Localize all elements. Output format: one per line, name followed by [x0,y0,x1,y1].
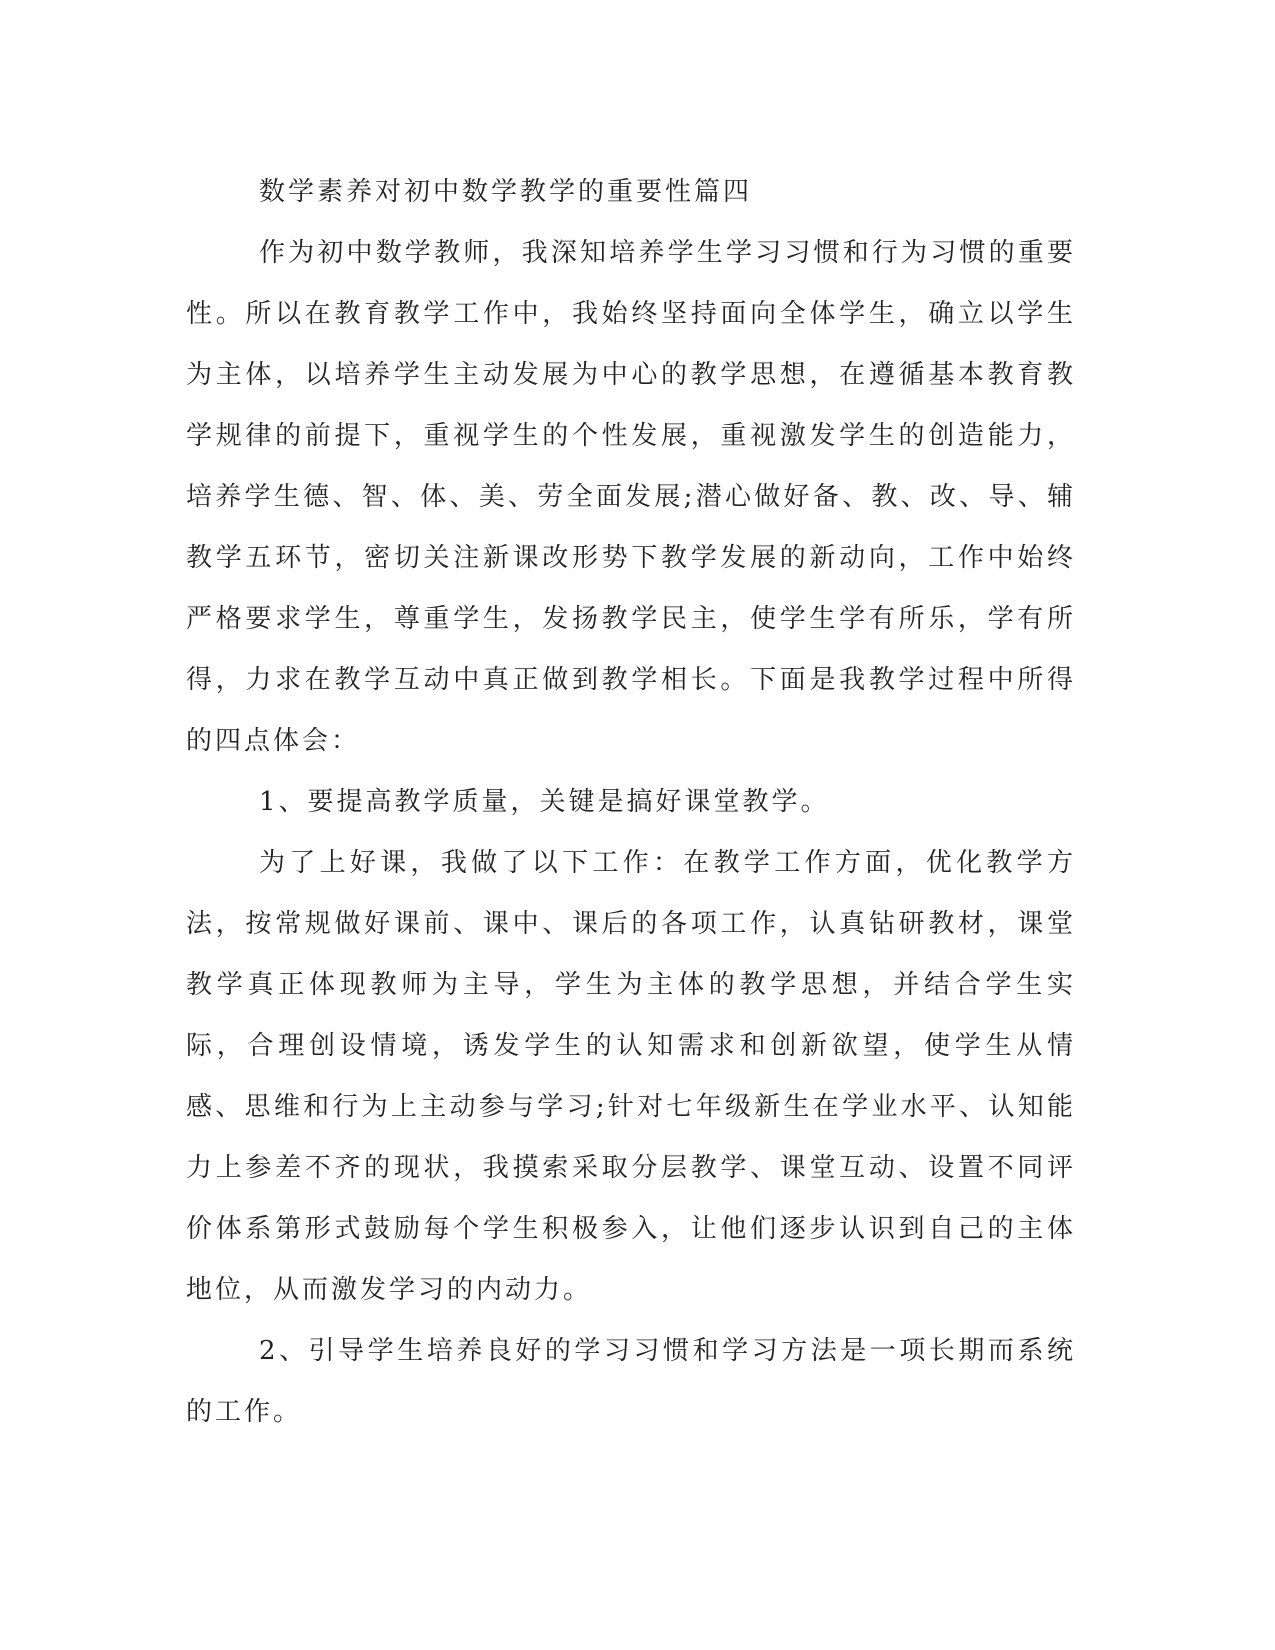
document-body [186,162,1076,1443]
paragraph-intro: 作为初中数学教师，我深知培养学生学习习惯和行为习惯的重要性。所以在教育教学工作中，我始终坚持面向全体学生，确立以学生为主体，以培养学生主动发展为中心的教学思想，在遵循基本教育教学规律的前提下，重视学生的个性发展，重视激发学生的创造能力，培养学生德、智、体、美、劳全面发展;潜心做好备、教、改、导、辅教学五环节，密切关注新课改形势下教学发展的新动向，工作中始终严格要求学生，尊重学生，发扬教学民主，使学生学有所乐，学有所得，力求在教学互动中真正做到教学相长。下面是我教学过程中所得的四点体会： [186,238,1076,756]
paragraph-point-1-heading: 1、要提高教学质量，关键是搞好课堂教学。 [259,787,830,817]
document-title: 数学素养对初中数学教学的重要性篇四 [259,177,753,207]
paragraph-point-2-heading: 2、引导学生培养良好的学习习惯和学习方法是一项长期而系统的工作。 [186,1336,1076,1427]
paragraph-point-1-body: 为了上好课，我做了以下工作：在教学工作方面，优化教学方法，按常规做好课前、课中、课后的各项工作，认真钻研教材，课堂教学真正体现教师为主导，学生为主体的教学思想，并结合学生实际，合理创设情境，诱发学生的认知需求和创新欲望，使学生从情感、思维和行为上主动参与学习;针对七年级新生在学业水平、认知能力上参差不齐的现状，我摸索采取分层教学、课堂互动、设置不同评价体系第形式鼓励每个学生积极参入，让他们逐步认识到自己的主体地位，从而激发学习的内动力。 [186,848,1076,1305]
